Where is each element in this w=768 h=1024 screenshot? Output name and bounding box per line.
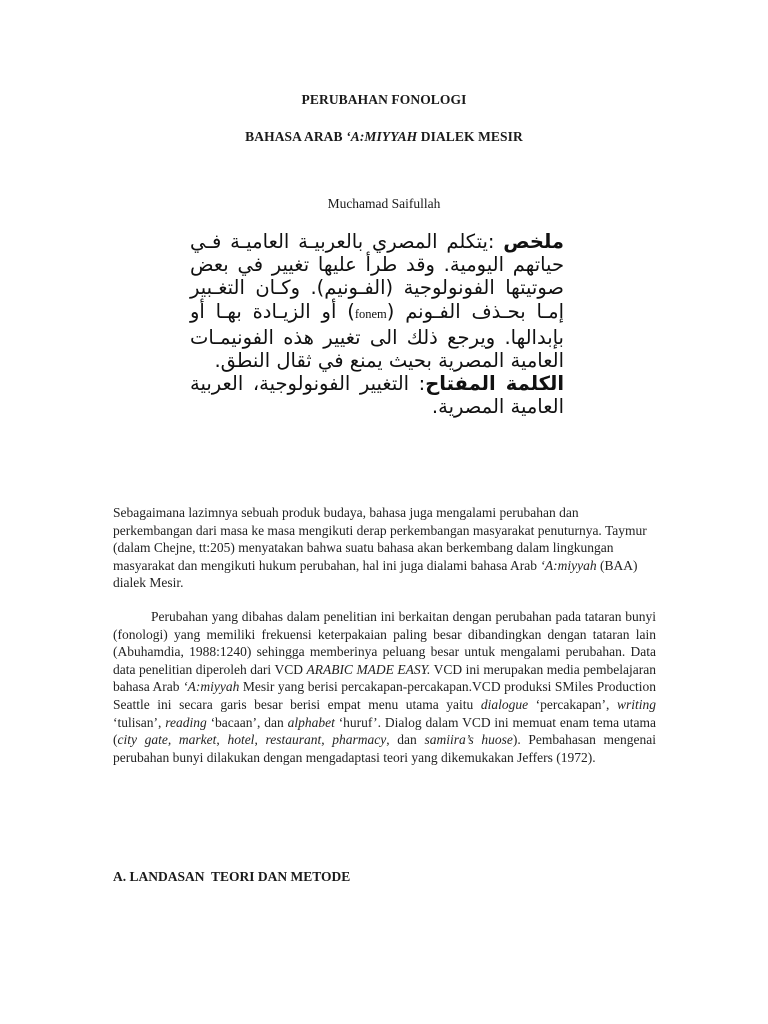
p2-italic: ‘A:miyyah: [183, 679, 240, 695]
section-heading: A. LANDASAN TEORI DAN METODE: [113, 869, 351, 884]
p2-text: ‘huruf’. Dialog dalam VCD ini memuat enam tema utama (: [113, 714, 656, 748]
p2-text: ,: [321, 732, 333, 748]
keywords-label: الكلمة المفتاح: [425, 372, 564, 396]
abstract-text-part1: :يتكلم المصري بالعربيـة العاميـة فـي حياتهم اليومية. وقد طرأ عليها تغيير في بعض صوتيتها الفونولوجية (الفـونيم). وكـان التغـبير إمـا بحـذف الفـونم (: [190, 230, 564, 323]
p2-text: ‘percakapan’,: [528, 696, 617, 712]
p2-italic: samiira’s huose: [424, 732, 513, 748]
p2-italic: pharmacy: [332, 732, 387, 748]
p2-italic: alphabet: [287, 714, 335, 730]
paragraph-scope: [113, 608, 656, 766]
subtitle-suffix: DIALEK MESIR: [417, 129, 523, 144]
p2-text: ‘bacaan’, dan: [206, 714, 288, 730]
subtitle-italic-term: ‘A:MIYYAH: [346, 129, 418, 144]
p2-italic: ARABIC MADE EASY.: [306, 661, 431, 677]
p2-text: , dan: [386, 732, 425, 748]
p2-italic: reading: [165, 714, 207, 730]
document-subtitle: [0, 129, 768, 145]
p1-text: Sebagaimana lazimnya sebuah produk budaya, bahasa juga mengalami perubahan dan perkembangan dari masa ke masa mengikuti derap perkembangan masyarakat penuturnya. Taymur (dalam Chejne, tt:205) menyatakan bahwa suatu bahasa akan berkembang dalam lingkungan masyarakat dan mengikuti hukum perubahan, hal ini juga dialami bahasa Arab: [113, 505, 647, 573]
p2-italic: city gate, market: [117, 732, 217, 748]
p1-italic-term: ‘A:miyyah: [540, 557, 597, 573]
subtitle-prefix: BAHASA ARAB: [245, 129, 347, 144]
paragraph-intro: [113, 504, 656, 592]
author-name: Muchamad Saifullah: [327, 196, 441, 211]
p2-text: ,: [254, 732, 266, 748]
p1-text-end: (BAA) dialek Mesir.: [113, 557, 638, 591]
arabic-abstract: [190, 230, 564, 419]
abstract-label: ملخص: [503, 230, 564, 253]
p2-text: Perubahan yang dibahas dalam penelitian ini berkaitan dengan perubahan pada tataran bunyi (fonologi) yang memiliki frekuensi keterpakaian paling besar dibandingkan dengan tataran lain (Abuhamdia, 1988:1240) sehingga memberinya peluang besar untuk mengalami perubahan. Data data penelitian diperoleh dari VCD: [113, 609, 656, 677]
p2-text: VCD ini merupakan media pembelajaran bahasa Arab: [113, 661, 656, 695]
document-title: PERUBAHAN FONOLOGI: [301, 92, 467, 107]
p2-italic: hotel: [227, 732, 255, 748]
p2-text: Mesir yang berisi percakapan-percakapan.VCD produksi SMiles Production Seattle ini secara garis besar berisi empat menu utama yaitu: [113, 679, 656, 712]
p2-text: ,: [216, 732, 228, 748]
abstract-latin-term: fonem: [354, 306, 387, 321]
p2-italic: writing: [616, 696, 656, 712]
keywords-text: : التغيير الفونولوجية، العربية العامية المصرية.: [190, 372, 564, 419]
abstract-text-part2: ) أو الزيـادة بهـا أو بإبدالها. ويرجع ذلك الى تغيير هذه الفونيمـات العامية المصرية بحيث يمنع في ثقال النطق.: [190, 299, 564, 373]
p2-text: ). Pembahasan mengenai perubahan bunyi dilakukan dengan mengadaptasi teori yang dikemukakan Jeffers (1972).: [113, 732, 657, 765]
p2-italic: restaurant: [265, 732, 322, 748]
p2-italic: dialogue: [480, 696, 529, 712]
p2-text: ‘tulisan’,: [113, 714, 166, 730]
